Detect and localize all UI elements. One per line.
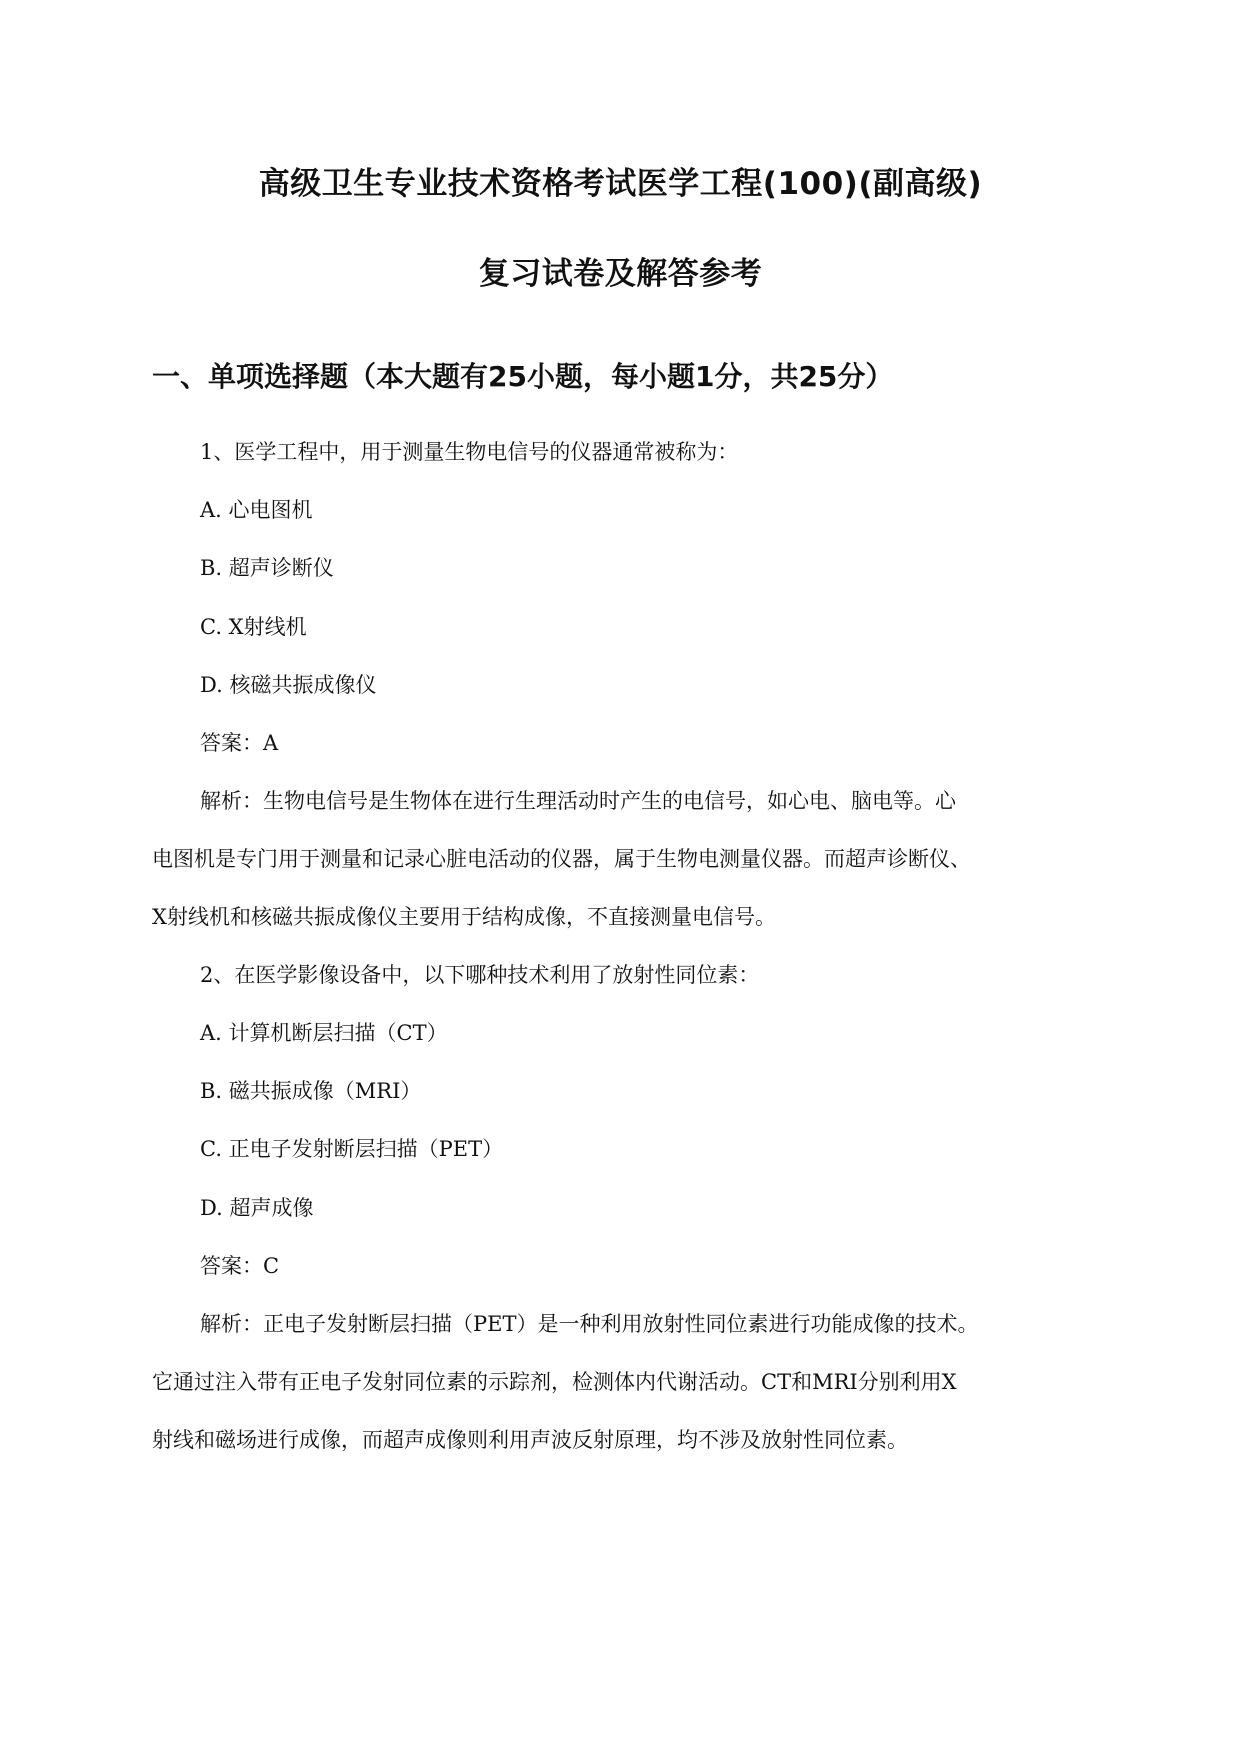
question-2-option-a: A. 计算机断层扫描（CT） [200,1021,448,1045]
question-1-analysis-line: X射线机和核磁共振成像仪主要用于结构成像，不直接测量电信号。 [152,905,776,929]
question-2-option-c: C. 正电子发射断层扫描（PET） [200,1137,504,1161]
question-1-analysis-line: 电图机是专门用于测量和记录心脏电活动的仪器，属于生物电测量仪器。而超声诊断仪、 [152,847,971,871]
question-2-option-d: D. 超声成像 [200,1196,314,1220]
question-2-analysis-line: 它通过注入带有正电子发射同位素的示踪剂，检测体内代谢活动。CT和MRI分别利用X [152,1370,957,1394]
question-1-option-d: D. 核磁共振成像仪 [200,673,377,697]
question-2-stem: 2、在医学影像设备中，以下哪种技术利用了放射性同位素： [200,963,760,987]
question-1-option-a: A. 心电图机 [200,498,313,522]
question-2-option-b: B. 磁共振成像（MRI） [200,1079,422,1103]
question-2-analysis-line: 解析：正电子发射断层扫描（PET）是一种利用放射性同位素进行功能成像的技术。 [200,1312,979,1336]
question-1-option-c: C. X射线机 [200,615,307,639]
question-1-analysis-line: 解析：生物电信号是生物体在进行生理活动时产生的电信号，如心电、脑电等。心 [200,789,956,813]
question-2-answer: 答案：C [200,1254,280,1278]
document-title: 高级卫生专业技术资格考试医学工程(100)(副高级) [258,166,983,202]
question-2-analysis-line: 射线和磁场进行成像，而超声成像则利用声波反射原理，均不涉及放射性同位素。 [152,1428,908,1452]
question-1-answer: 答案：A [200,731,279,755]
question-1-option-b: B. 超声诊断仪 [200,556,334,580]
section-heading: 一、单项选择题（本大题有25小题，每小题1分，共25分） [152,360,894,393]
question-1-stem: 1、医学工程中，用于测量生物电信号的仪器通常被称为： [200,440,739,464]
document-subtitle: 复习试卷及解答参考 [478,256,763,292]
